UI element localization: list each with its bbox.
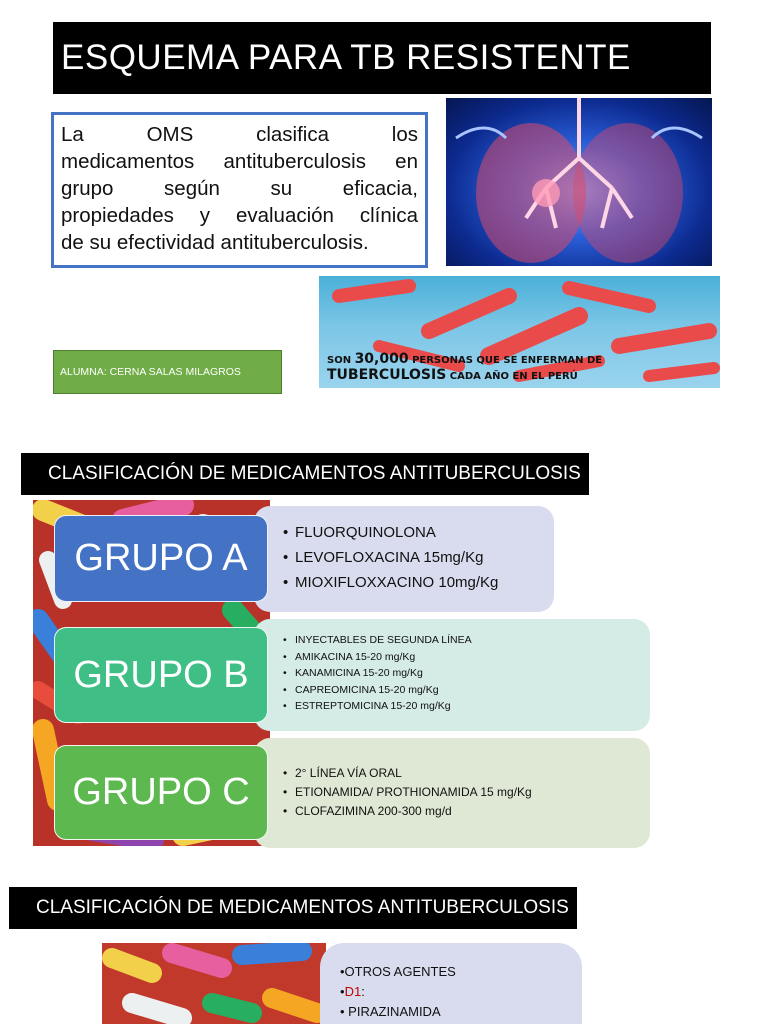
- intro-line-2: medicamentos antituberculosis en: [61, 150, 418, 173]
- intro-line-3: grupo según su eficacia,: [61, 177, 418, 200]
- caption-text: PERSONAS QUE SE ENFERMAN DE: [408, 355, 603, 366]
- bacteria-caption: [327, 352, 627, 384]
- list-item: • 2° LÍNEA VÍA ORAL: [283, 764, 532, 783]
- group-a-label: GRUPO A: [74, 537, 248, 579]
- page-title-bar: [53, 22, 711, 94]
- section-header-2: [9, 887, 577, 929]
- d1-label: D1: [344, 984, 362, 999]
- caption-disease: TUBERCULOSIS: [327, 367, 447, 383]
- list-item: • LEVOFLOXACINA 15mg/Kg: [283, 545, 498, 570]
- list-item: • CAPREOMICINA 15-20 mg/Kg: [283, 682, 472, 699]
- d1-suffix: :: [361, 984, 365, 999]
- group-b-list: [283, 632, 472, 715]
- list-item: • FLUORQUINOLONA: [283, 520, 498, 545]
- otros-agentes: •OTROS AGENTES: [340, 964, 456, 979]
- group-b-badge: [54, 627, 268, 723]
- student-name-tag: [53, 350, 282, 394]
- bacteria-banner: [319, 276, 720, 388]
- group-a-list: [283, 520, 498, 595]
- pirazinamida: • PIRAZINAMIDA: [340, 1004, 441, 1019]
- intro-line-1: La OMS clasifica los: [61, 123, 418, 146]
- otros-list: [340, 962, 456, 1022]
- group-b-label: GRUPO B: [73, 653, 249, 696]
- group-c-label: GRUPO C: [72, 771, 250, 813]
- intro-line-4: propiedades y evaluación clínica: [61, 204, 418, 227]
- list-item: • AMIKACINA 15-20 mg/Kg: [283, 649, 472, 666]
- section-header-2-text: CLASIFICACIÓN DE MEDICAMENTOS ANTITUBERCULOSIS: [36, 897, 569, 918]
- list-item: • INYECTABLES DE SEGUNDA LÍNEA: [283, 632, 472, 649]
- list-item: • ETIONAMIDA/ PROTHIONAMIDA 15 mg/Kg: [283, 783, 532, 802]
- d1-line: •D1:: [340, 984, 365, 999]
- lung-illustration: [446, 98, 712, 266]
- caption-number: 30,000: [354, 351, 409, 367]
- list-item: • MIOXIFLOXXACINO 10mg/Kg: [283, 570, 498, 595]
- caption-text: SON: [327, 355, 355, 366]
- caption-text: CADA AÑO EN EL PERÚ: [446, 371, 578, 382]
- student-name: ALUMNA: CERNA SALAS MILAGROS: [60, 366, 241, 378]
- group-c-list: [283, 764, 532, 821]
- intro-line-5: de su efectividad antituberculosis.: [61, 231, 369, 254]
- section-header-1: [21, 453, 589, 495]
- page-title: ESQUEMA PARA TB RESISTENTE: [61, 38, 631, 77]
- group-a-badge: [54, 515, 268, 602]
- pills-photo-2: [102, 943, 326, 1024]
- intro-text-box: [51, 112, 428, 268]
- group-c-badge: [54, 745, 268, 840]
- list-item: • KANAMICINA 15-20 mg/Kg: [283, 665, 472, 682]
- list-item: • ESTREPTOMICINA 15-20 mg/Kg: [283, 698, 472, 715]
- list-item: • CLOFAZIMINA 200-300 mg/d: [283, 802, 532, 821]
- section-header-1-text: CLASIFICACIÓN DE MEDICAMENTOS ANTITUBERCULOSIS: [48, 463, 581, 484]
